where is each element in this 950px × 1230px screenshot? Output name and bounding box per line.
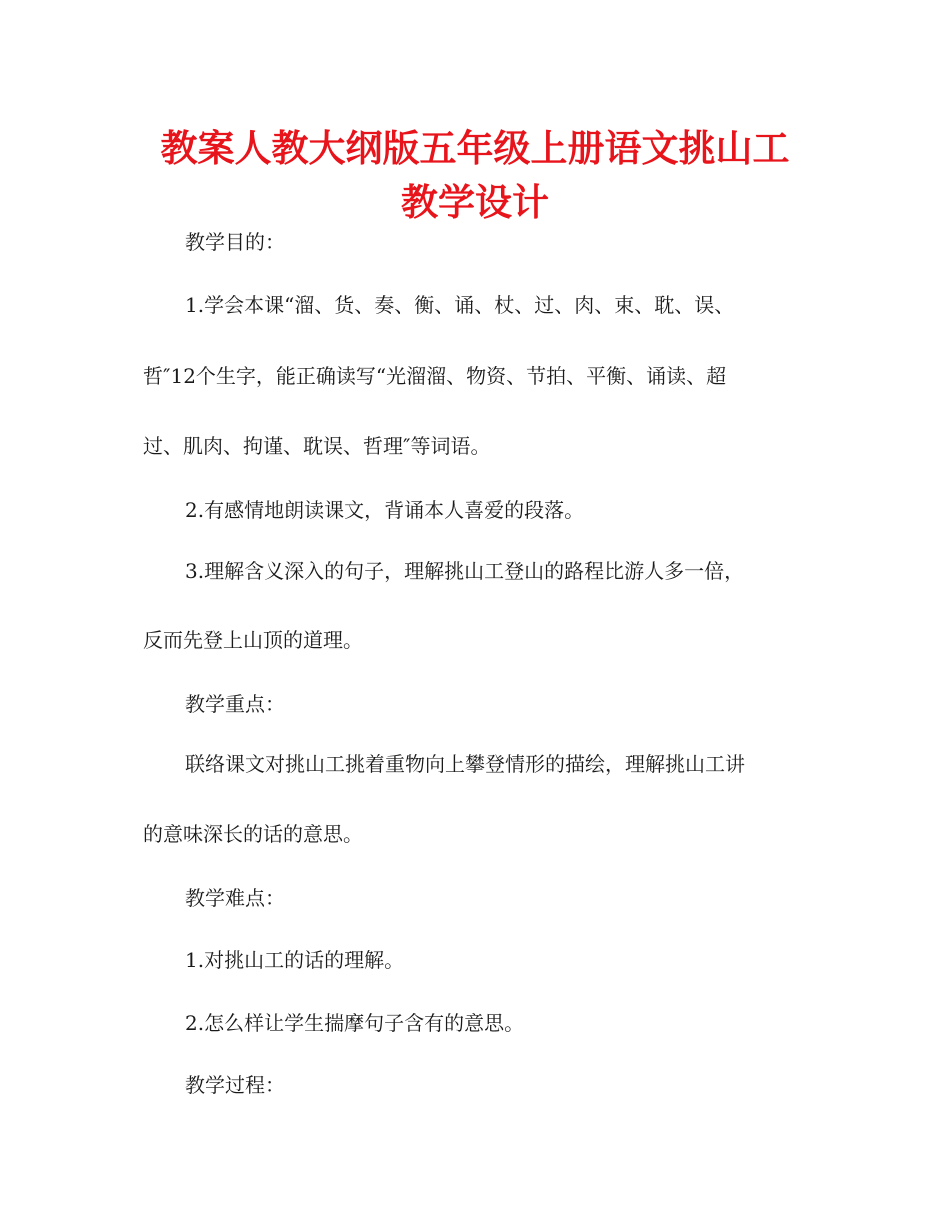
difficulty-1: 1.对挑山工的话的理解。 bbox=[185, 948, 405, 972]
goal-1-line-2: 哲″12个生字，能正确读写“光溜溜、物资、节拍、平衡、诵读、超 bbox=[143, 364, 727, 388]
heading-teaching-goals: 教学目的： bbox=[185, 230, 285, 254]
goal-2: 2.有感情地朗读课文，背诵本人喜爱的段落。 bbox=[185, 498, 585, 522]
document-title: 教案人教大纲版五年级上册语文挑山工 教学设计 bbox=[160, 127, 790, 224]
goal-3-line-2: 反而先登上山顶的道理。 bbox=[143, 628, 363, 652]
heading-key-points: 教学重点： bbox=[185, 692, 285, 716]
heading-difficulties: 教学难点： bbox=[185, 886, 285, 910]
key-point-line-1: 联络课文对挑山工挑着重物向上攀登情形的描绘，理解挑山工讲 bbox=[185, 752, 745, 776]
goal-3-line-1: 3.理解含义深入的句子，理解挑山工登山的路程比游人多一倍， bbox=[185, 559, 745, 583]
goal-1-line-1: 1.学会本课“溜、货、奏、衡、诵、杖、过、肉、束、耽、误、 bbox=[185, 293, 735, 317]
heading-process: 教学过程： bbox=[185, 1073, 285, 1097]
key-point-line-2: 的意味深长的话的意思。 bbox=[143, 822, 363, 846]
goal-1-line-3: 过、肌肉、拘谨、耽误、哲理″等词语。 bbox=[143, 434, 491, 458]
difficulty-2: 2.怎么样让学生揣摩句子含有的意思。 bbox=[185, 1011, 525, 1035]
